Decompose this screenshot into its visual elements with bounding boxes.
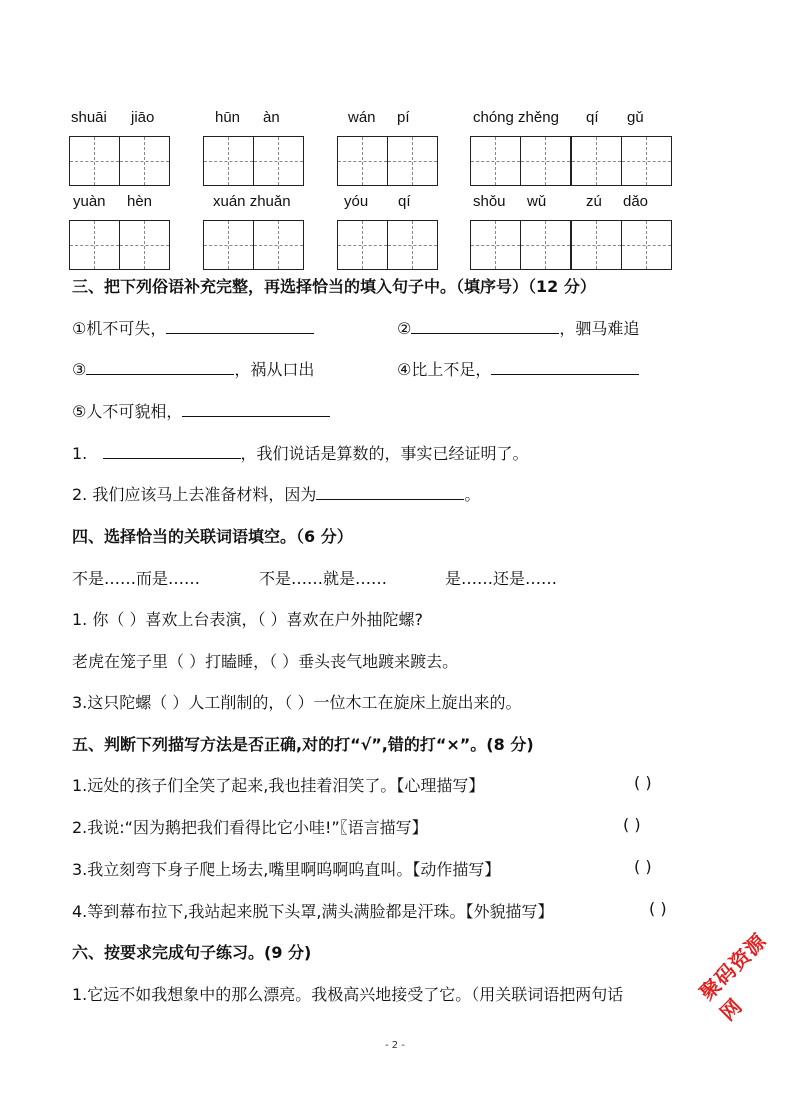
pinyin: yóu [344,193,369,210]
judgement-item: 4.等到幕布拉下,我站起来脱下头罩,满头满脸都是汗珠。【外貌描写】 [72,902,554,921]
judgement-item: 1.远处的孩子们全笑了起来,我也挂着泪笑了。【心理描写】 [72,776,485,795]
tianzige-box[interactable] [337,220,438,270]
proverb-item: ④比上不足， [397,357,639,380]
pinyin: àn [263,109,280,126]
pinyin: shǒu [473,193,506,210]
pinyin: dǎo [623,193,649,210]
pinyin: chóng zhěng [473,109,559,126]
watermark: 聚码资源网 [694,928,772,1026]
pinyin: gǔ [627,109,644,126]
answer-paren[interactable]: ( ) [649,899,667,918]
pinyin: hèn [127,193,153,210]
section-title: 四、选择恰当的关联词语填空。（6 分） [72,527,353,546]
answer-paren[interactable]: ( ) [623,815,641,834]
section-title: 三、把下列俗语补充完整，再选择恰当的填入句子中。（填序号）（12 分） [72,277,596,296]
section-title: 五、判断下列描写方法是否正确,对的打“√”,错的打“×”。(8 分) [72,735,534,754]
section-title: 六、按要求完成句子练习。(9 分) [72,943,312,962]
answer-blank[interactable] [316,485,464,500]
tianzige-box[interactable] [69,136,170,186]
conjunction-option: 不是……而是…… [72,569,201,588]
pinyin: jiāo [131,109,155,126]
conjunction-option: 是……还是…… [445,569,558,588]
answer-blank[interactable] [411,319,559,334]
tianzige-box[interactable] [203,136,304,186]
pinyin: wǔ [527,193,547,210]
conjunction-option: 不是……就是…… [259,569,388,588]
proverb-item: ①机不可失， [72,316,314,339]
pinyin: wán [348,109,376,126]
answer-blank[interactable] [103,444,241,459]
tianzige-box[interactable] [571,220,672,270]
pinyin: qí [398,193,411,210]
judgement-item: 2.我说:“因为鹅把我们看得比它小哇!”〖语言描写】 [72,818,428,837]
tianzige-box[interactable] [69,220,170,270]
pinyin: hūn [215,109,241,126]
question-line: 1.它远不如我想象中的那么漂亮。我极高兴地接受了它。（用关联词语把两句话 [72,985,624,1004]
judgement-item: 3.我立刻弯下身子爬上场去,嘴里啊呜啊呜直叫。【动作描写】 [72,860,501,879]
question-line: 1. ，我们说话是算数的，事实已经证明了。 [72,444,529,463]
answer-blank[interactable] [166,319,314,334]
pinyin: zú [586,193,602,210]
proverb-item: ③ ，祸从口出 [72,360,315,379]
tianzige-box[interactable] [203,220,304,270]
tianzige-box[interactable] [571,136,672,186]
answer-blank[interactable] [86,360,234,375]
proverb-item: ⑤人不可貌相， [72,399,330,422]
answer-blank[interactable] [182,402,330,417]
pinyin: pí [397,109,410,126]
proverb-item: ② ，驷马难追 [397,319,640,338]
pinyin: shuāi [71,109,107,126]
question-line: 2. 我们应该马上去准备材料，因为 。 [72,485,481,504]
question-line: 1. 你（ ）喜欢上台表演，（ ）喜欢在户外抽陀螺? [72,610,424,629]
question-line: 3.这只陀螺（ ）人工削制的，（ ）一位木工在旋床上旋出来的。 [72,693,522,712]
question-line: 老虎在笼子里（ ）打瞌睡，（ ）垂头丧气地踱来踱去。 [72,652,459,671]
tianzige-box[interactable] [337,136,438,186]
answer-paren[interactable]: ( ) [634,857,652,876]
pinyin: xuán zhuǎn [213,193,291,210]
pinyin: qí [586,109,599,126]
page-number: - 2 - [385,1040,405,1051]
pinyin: yuàn [73,193,106,210]
answer-blank[interactable] [491,360,639,375]
answer-paren[interactable]: ( ) [634,773,652,792]
tianzige-box[interactable] [470,136,571,186]
tianzige-box[interactable] [470,220,571,270]
